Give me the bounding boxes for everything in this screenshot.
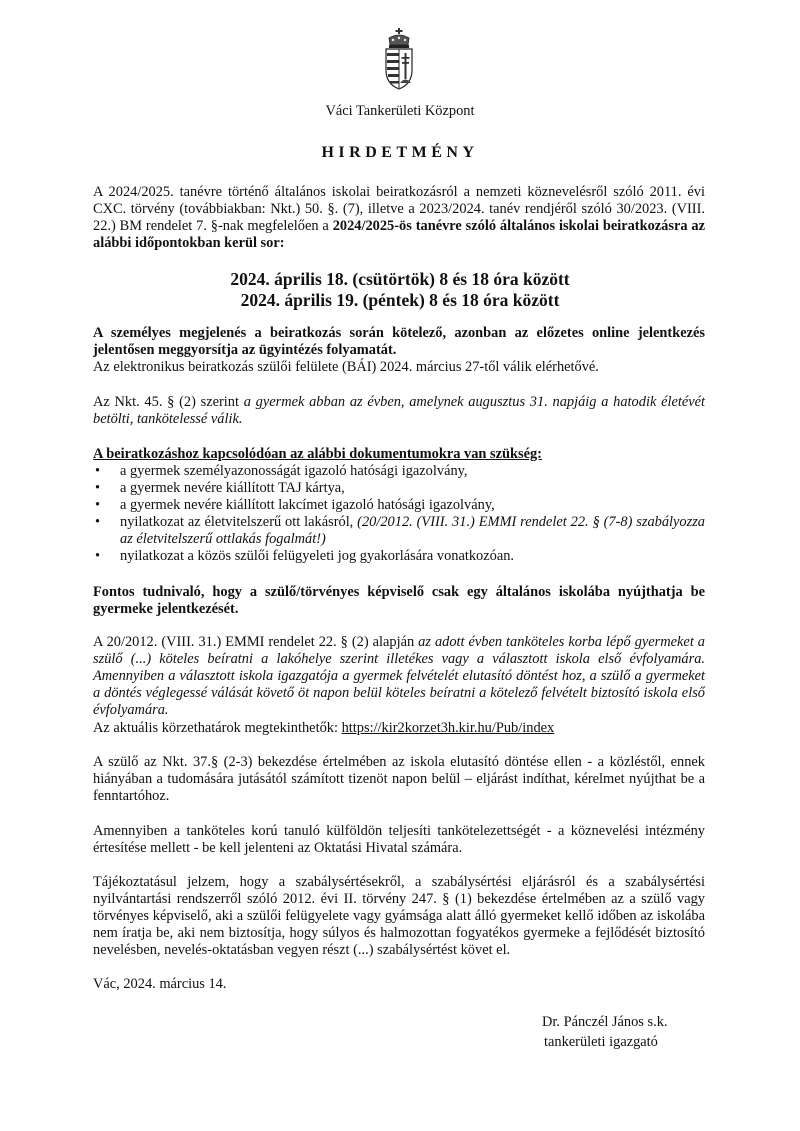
important-notice: Fontos tudnivaló, hogy a szülő/törvényes képviselő csak egy általános iskolába nyújthatja be gyermeke jelentkezését.: [93, 584, 705, 617]
signatory-name: Dr. Pánczél János s.k.: [542, 1014, 668, 1030]
nkt45-reference: Az Nkt. 45. § (2) szerint: [93, 394, 239, 410]
documents-heading: A beiratkozáshoz kapcsolódóan az alábbi dokumentumokra van szükség:: [93, 446, 542, 462]
enrollment-date-1: 2024. április 18. (csütörtök) 8 és 18 óra között: [230, 269, 570, 289]
online-interface-note: Az elektronikus beiratkozás szülői felülete (BÁI) 2024. március 27-től válik elérhetővé.: [93, 359, 599, 375]
bullet-icon: •: [95, 480, 101, 496]
intro-paragraph: [93, 184, 705, 252]
emmi-reference: A 20/2012. (VIII. 31.) EMMI rendelet 22. § (2) alapján: [93, 634, 415, 650]
bullet-icon: •: [95, 514, 101, 530]
list-item: • nyilatkozat a közös szülői felügyeleti jog gyakorlására vonatkozóan.: [95, 548, 515, 564]
nkt45-quote: a gyermek abban az évben, amelynek augusztus 31. napjáig a hatodik életévét betölti, tankötelessé válik.: [93, 394, 705, 427]
place-and-date: Vác, 2024. március 14.: [93, 976, 227, 992]
appeal-paragraph: A szülő az Nkt. 37.§ (2-3) bekezdése értelmében az iskola elutasító döntése ellen - a közléstől, ennek hiányában a tudomására jutásától számított tizenöt napon belül – eljárást indíthat, kérelmet nyújthat be a fenntartóhoz.: [93, 754, 705, 804]
bullet-icon: •: [95, 463, 101, 479]
signature-block: [542, 1012, 668, 1052]
document-title: HIRDETMÉNY: [321, 144, 479, 161]
offence-paragraph: Tájékoztatásul jelzem, hogy a szabálysértésekről, a szabálysértési eljárásról és a szabálysértési nyilvántartási rendszerről szóló 2012. évi II. törvény 247. § (1) bekezdése értelmében az a szülő vagy törvényes képviselő, aki a szülői felügyelete vagy gyámsága alatt álló gyermeket kellő időben az iskolába nem íratja be, aki nem biztosítja, hogy súlyos és halmozottan fogyatékos gyermeke a fejlődését biztosító nevelésben, nevelés-oktatásban vegyen részt (...) szabálysértést követ el.: [93, 874, 705, 958]
personal-presence-bold: A személyes megjelenés a beiratkozás során kötelező, azonban az előzetes online jelentkezés jelentősen meggyorsítja az ügyintézés folyamatát.: [93, 325, 705, 358]
list-item: • a gyermek nevére kiállított lakcímet igazoló hatósági igazolvány,: [95, 497, 495, 513]
intro-bold-text: 2024/2025-ös tanévre szóló általános iskolai beiratkozásra az alábbi időpontokban kerül sor:: [93, 218, 706, 251]
signatory-role: tankerületi igazgató: [544, 1034, 658, 1050]
emmi-quote: az adott évben tanköteles korba lépő gyermeket a szülő (...) köteles beíratni a lakóhelye szerint illetékes vagy a választott iskola első évfolyamára. Amennyiben a választott iskola igazgatója a gyermek felvételét elutasító döntést hoz, a szülő a gyermeket a döntés véglegessé válását követő öt napon belül köteles beíratni a kötelező felvételt biztosító iskola első évfolyamára.: [93, 634, 705, 718]
district-boundaries-link[interactable]: https://kir2korzet3h.kir.hu/Pub/index: [341, 720, 555, 736]
district-boundaries-line: [93, 720, 705, 737]
enrollment-date-2: 2024. április 19. (péntek) 8 és 18 óra között: [240, 290, 560, 310]
organization-name: Váci Tankerületi Központ: [325, 103, 475, 119]
list-item: • nyilatkozat az életvitelszerű ott lakásról, (20/2012. (VIII. 31.) EMMI rendelet 22. § (7-8) szabályozza az életvitelszerű ottlakás fogalmát!): [95, 514, 706, 547]
compulsory-school-age-paragraph: [93, 394, 705, 428]
list-item: • a gyermek személyazonosságát igazoló hatósági igazolvány,: [95, 463, 468, 479]
list-item: • a gyermek nevére kiállított TAJ kártya,: [95, 480, 345, 496]
abroad-paragraph: Amennyiben a tanköteles korú tanuló külföldön teljesíti tankötelezettségét - a köznevelési intézmény értesítése mellett - be kell jelenteni az Oktatási Hivatal számára.: [93, 823, 705, 856]
bullet-icon: •: [95, 548, 101, 564]
coat-of-arms-icon: [381, 28, 417, 90]
intro-text: A 2024/2025. tanévre történő általános iskolai beiratkozásról a nemzeti köznevelésről szóló 2011. évi CXC. törvény (továbbiakban: Nkt.) 50. §. (7), illetve a 2023/2024. tanév rendjéről szóló 30/2023. (VIII. 22.) BM rendelet 7. §-nak megfelelően a: [93, 184, 705, 234]
personal-presence-paragraph: [93, 325, 705, 376]
emmi-paragraph: [93, 634, 705, 719]
bullet-icon: •: [95, 497, 101, 513]
documents-list: [93, 463, 705, 565]
district-boundaries-label: Az aktuális körzethatárok megtekinthetők:: [93, 720, 338, 736]
